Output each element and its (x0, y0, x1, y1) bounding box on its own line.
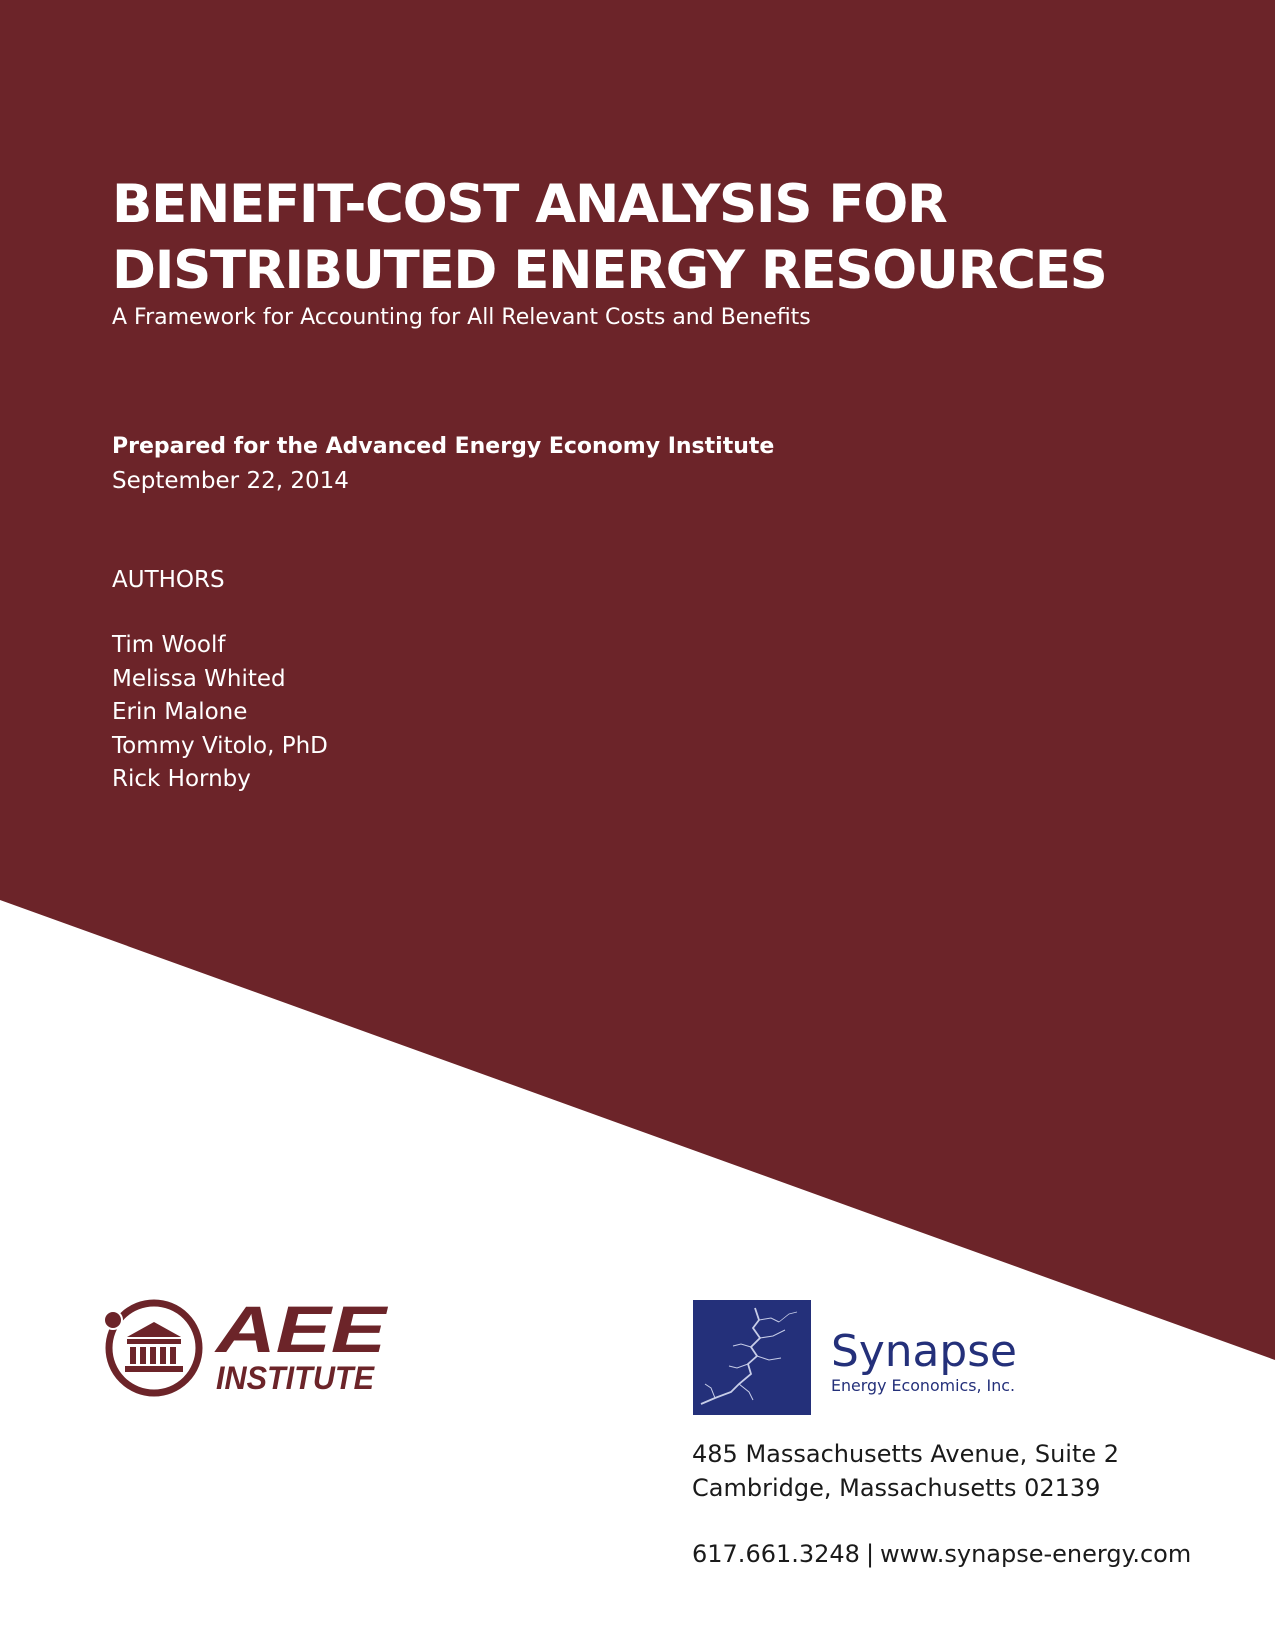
aee-wordmark: AEE (213, 1292, 389, 1366)
author-name: Tommy Vitolo, PhD (112, 732, 328, 759)
contact-line (692, 1537, 1191, 1571)
prepared-for: Prepared for the Advanced Energy Economy Institute (112, 434, 775, 459)
aee-institute-logo (102, 1292, 402, 1404)
author-name: Rick Hornby (112, 766, 251, 792)
author-name: Tim Woolf (112, 632, 226, 658)
phone-number: 617.661.3248 (692, 1540, 860, 1568)
author-list (112, 629, 328, 797)
building-columns-icon (104, 1303, 199, 1393)
synapse-logo (693, 1300, 1053, 1418)
author-name: Erin Malone (112, 699, 248, 725)
title-line-1: BENEFIT-COST ANALYSIS FOR (112, 174, 947, 235)
subtitle: A Framework for Accounting for All Relevant Costs and Benefits (112, 305, 811, 330)
synapse-tagline: Energy Economics, Inc. (831, 1376, 1015, 1395)
website-link[interactable]: www.synapse-energy.com (880, 1540, 1192, 1568)
address-line-1: 485 Massachusetts Avenue, Suite 2 (692, 1440, 1120, 1468)
contact-separator: | (865, 1540, 875, 1568)
prepared-block (112, 430, 774, 498)
author-name: Melissa Whited (112, 665, 286, 692)
contact-block (692, 1437, 1191, 1571)
institute-wordmark: INSTITUTE (216, 1360, 376, 1396)
address-line-2: Cambridge, Massachusetts 02139 (692, 1474, 1101, 1502)
synapse-wordmark: Synapse (831, 1326, 1017, 1377)
lightning-icon (693, 1300, 811, 1415)
authors-heading: AUTHORS (112, 567, 225, 593)
title-line-2: DISTRIBUTED ENERGY RESOURCES (112, 240, 1107, 301)
title-block (112, 172, 1232, 332)
publication-date: September 22, 2014 (112, 468, 349, 494)
authors-block (112, 563, 328, 797)
